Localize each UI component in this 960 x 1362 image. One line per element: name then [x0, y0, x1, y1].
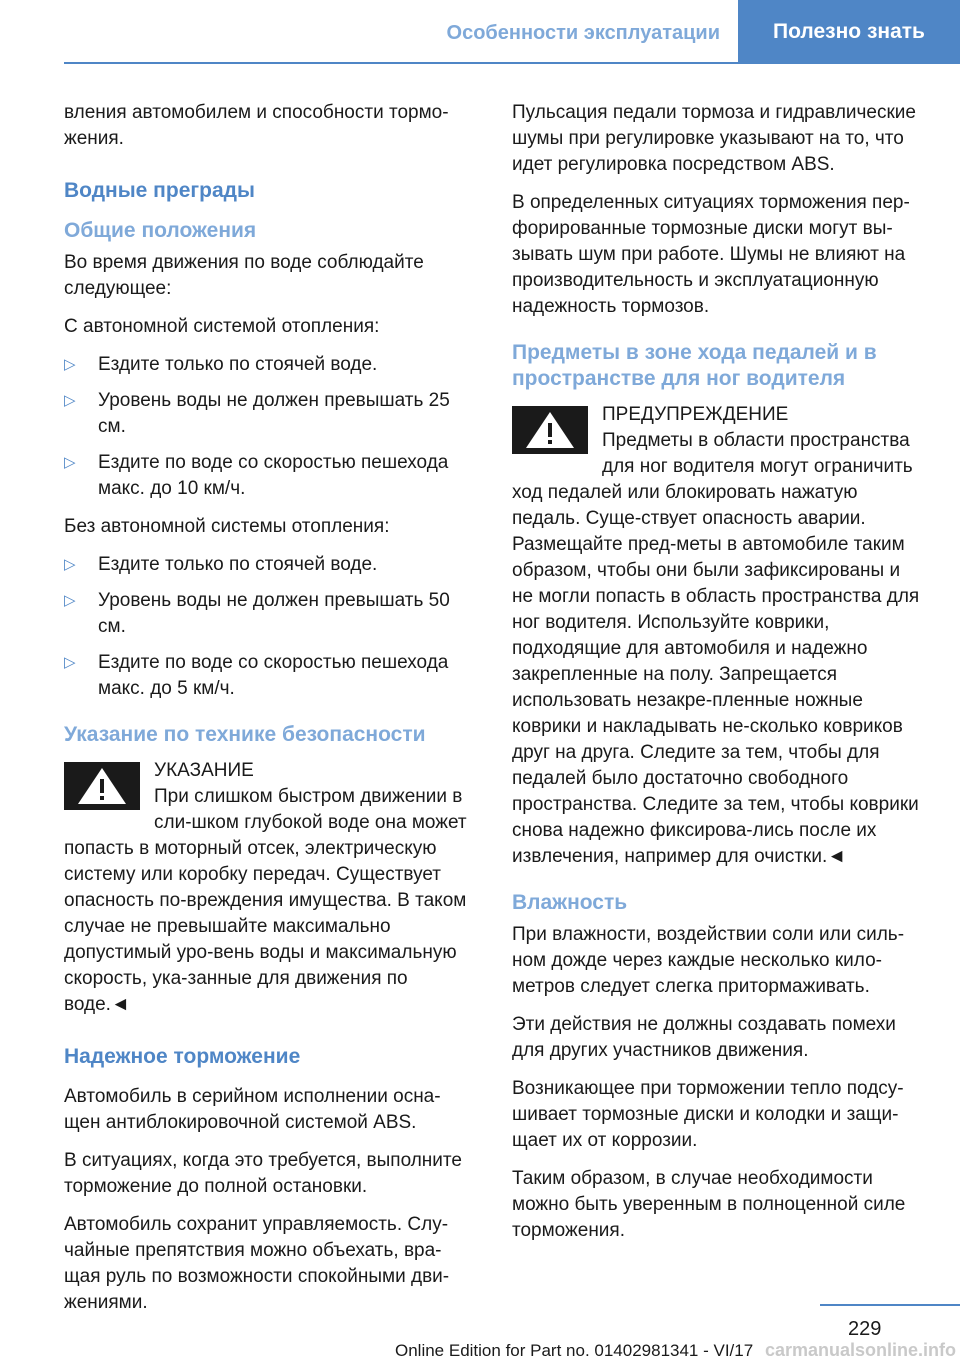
footer-rule [820, 1304, 960, 1306]
list-item: ▷ Ездите только по стоячей воде. [64, 552, 476, 578]
watermark: carmanualsonline.info [764, 1340, 956, 1360]
triangle-right-outline-icon: ▷ [64, 356, 76, 373]
section-title: Особенности эксплуатации [446, 22, 720, 44]
list-item: ▷ Уровень воды не должен превышать 50 см. [64, 590, 450, 637]
paragraph: Пульсация педали тормоза и гидравлические шумы при регулировке указывают на то, что идет регулировка посредством ABS. [512, 102, 916, 175]
triangle-right-outline-icon: ▷ [64, 654, 76, 671]
paragraph: С автономной системой отопления: [64, 316, 380, 337]
page-header [0, 0, 960, 64]
paragraph: Без автономной системы отопления: [64, 516, 390, 537]
list-without-heater [64, 552, 476, 702]
heading-reliable-braking: Надежное торможение [64, 1045, 301, 1068]
heading-safety: Указание по технике безопасности [64, 723, 426, 746]
heading-pedal-objects: Предметы в зоне хода педалей и в пространстве для ног водителя [512, 341, 877, 390]
edition-note: Online Edition for Part no. 01402981341 - VI/17 [395, 1341, 754, 1360]
triangle-right-outline-icon: ▷ [64, 556, 76, 573]
notice-title: УКАЗАНИЕ [154, 760, 254, 781]
warning-title: ПРЕДУПРЕЖДЕНИЕ [602, 404, 789, 425]
warning-text: Предметы в области пространства для ног водителя могут ограничить ход педалей или блокировать нажатую педаль. Суще-ствует опасность аварии. Размещайте пред-меты в автомобиле таким образом, чтобы они были зафиксированы и не могли попасть в область пространства для ног водителя. Используйте коврики, подходящие для автомобиля и надежно закрепленные на полу. Запрещается использовать незакре-пленные ножные коврики и накладывать не-сколько ковриков друг на друга. Следите за тем, чтобы для педалей было достаточно свободного пространства. Следите за тем, чтобы коврики снова надежно фиксирова-лись после их извлечения, например для очистки.◄ [512, 430, 920, 867]
list-item: ▷ Ездите по воде со скоростью пешехода макс. до 10 км/ч. [64, 452, 449, 499]
active-chapter-tab: Полезно знать [738, 0, 960, 64]
list-with-heater [64, 352, 476, 502]
paragraph: В ситуациях, когда это требуется, выполните торможение до полной остановки. [64, 1150, 462, 1197]
triangle-right-outline-icon: ▷ [64, 454, 76, 471]
list-item: ▷ Ездите только по стоячей воде. [64, 352, 476, 378]
paragraph: При влажности, воздействии соли или силь-ном дожде через каждые несколько кило-метров следует слегка притормаживать. [512, 924, 905, 997]
paragraph: вления автомобилем и способности тормо-жения. [64, 102, 449, 149]
heading-water-obstacles: Водные преграды [64, 179, 255, 202]
heading-general: Общие положения [64, 219, 257, 242]
paragraph: Эти действия не должны создавать помехи для других участников движения. [512, 1014, 896, 1061]
paragraph: Возникающее при торможении тепло подсу-шивает тормозные диски и колодки и защи-щает их от коррозии. [512, 1078, 904, 1151]
triangle-right-outline-icon: ▷ [64, 392, 76, 409]
paragraph: Автомобиль сохранит управляемость. Слу-чайные препятствия можно объехать, вра-щая руль по возможности спокойными дви-жениями. [64, 1214, 450, 1313]
warning-triangle-icon [64, 762, 140, 810]
header-rule [64, 62, 960, 64]
paragraph: Автомобиль в серийном исполнении осна-щен антиблокировочной системой ABS. [64, 1086, 441, 1133]
paragraph: Во время движения по воде соблюдайте следующее: [64, 252, 424, 299]
paragraph: Таким образом, в случае необходимости можно быть уверенным в полноценной силе торможения. [512, 1168, 906, 1241]
triangle-right-outline-icon: ▷ [64, 592, 76, 609]
notice-text: При слишком быстром движении в сли-шком глубокой воде она может попасть в моторный отсек, электрическую систему или коробку передач. Существует опасность по-вреждения имущества. В таком случае не превышайте максимально допустимый уро-вень воды и максимальную скорость, ука-занные для движения по воде.◄ [64, 786, 467, 1015]
list-item: ▷ Уровень воды не должен превышать 25 см. [64, 390, 450, 437]
warning-box [512, 402, 924, 870]
page-number: 229 [848, 1318, 882, 1340]
paragraph: В определенных ситуациях торможения пер-форированные тормозные диски могут вы-зывать шум при работе. Шумы не влияют на производительность и эксплуатационную надежность тормозов. [512, 192, 910, 317]
warning-triangle-icon [512, 406, 588, 454]
notice-box [64, 758, 476, 1018]
heading-moisture: Влажность [512, 891, 628, 914]
right-column [512, 100, 924, 1256]
left-column [64, 100, 476, 1328]
list-item: ▷ Ездите по воде со скоростью пешехода макс. до 5 км/ч. [64, 652, 449, 699]
